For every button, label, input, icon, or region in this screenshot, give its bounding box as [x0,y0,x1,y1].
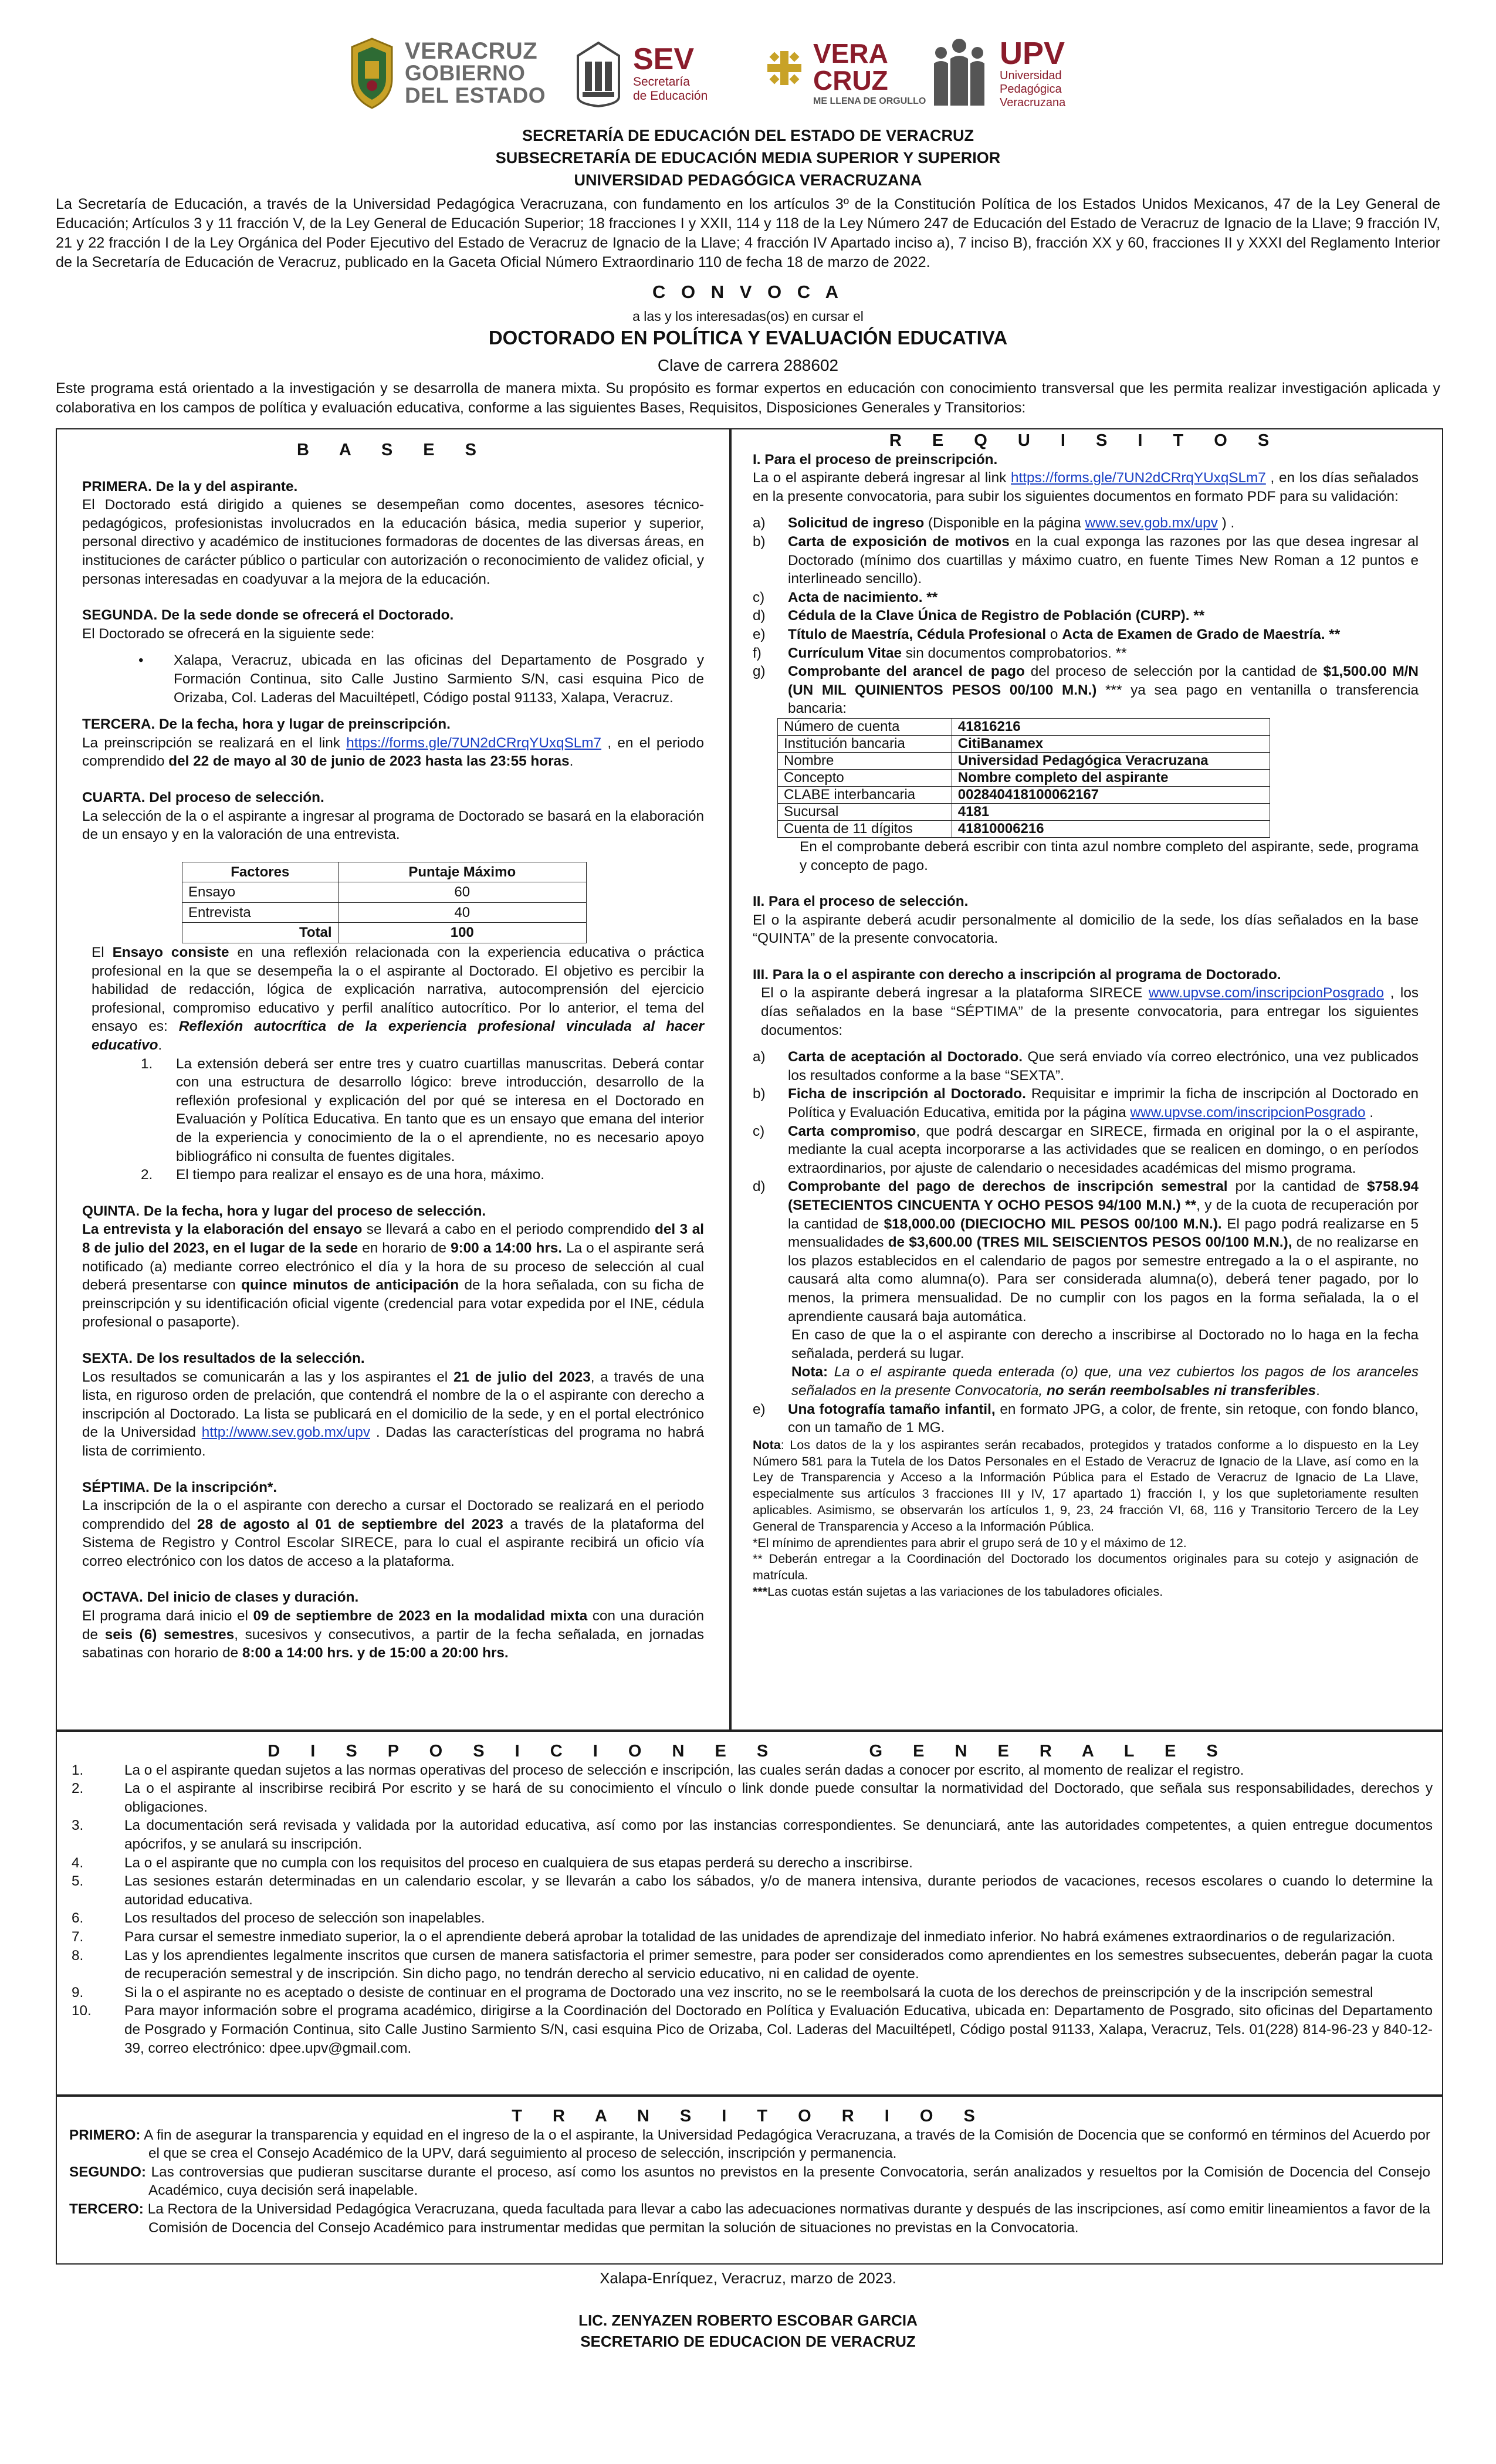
transitorios-section [69,2107,1430,2237]
ficha-link[interactable]: www.upvse.com/inscripcionPosgrado [1130,1105,1366,1121]
place-date: Xalapa-Enríquez, Veracruz, marzo de 2023. [600,2269,896,2287]
ensayo-description: El Ensayo consiste en una reflexión relacionada con la experiencia educativa o práctica profesional en la que se desempeña la o el aspirante al Doctorado. El objetivo es percibir la habilidad de redacción, lógica de explicación narrativa, autocomprensión del ejercicio profesional, compromiso educativo y perfil analítico autocrítico. Por lo anterior, el tema del ensayo es: Reflexión autocrítica de la experiencia profesional vinculada al hacer educativo. [92,945,704,1054]
logo-sev-sub1: Secretaría [633,75,690,89]
list-item: 1. La o el aspirante quedan sujetos a las normas operativas del proceso de selección e inscripción, las cuales serán dadas a conocer por escrito, al momento de realizar el registro. [72,1762,1244,1778]
group-size-note: *El mínimo de aprendientes para abrir el grupo será de 10 y el máximo de 12. [753,1535,1187,1550]
list-item: b) Carta de exposición de motivos en la cual exponga las razones por las que desea ingresar al Doctorado (mínimo dos cuartillas y máximo cuatro, en fuente Times New Roman a 12 puntos e interlineado sencillo). [753,533,1419,587]
ensayo-list [141,1055,704,1184]
sede-bullet [138,651,704,707]
logo-upv-name: UPV [1000,35,1065,71]
veracruz-shield-icon [347,35,397,111]
logo-veracruz-line2: GOBIERNO [405,61,526,85]
no-refund-note: Nota: La o el aspirante queda enterada (o) que, una vez cubiertos los pagos de los aranceles señalados en la presente Convocatoria, no serán reembolsables ni transferibles. [791,1364,1419,1399]
bases-title: B A S E S [297,441,489,459]
logo-vera-cruz [764,29,926,117]
req-s3-text: El o la aspirante deberá ingresar a la plataforma SIRECE www.upvse.com/inscripcionPosgrado , los días señalados en la base “SÉPTIMA” de la presente convocatoria, para entregar los siguientes documentos: [761,985,1419,1038]
signer-position: SECRETARIO DE EDUCACION DE VERACRUZ [580,2333,916,2350]
bases-column [82,441,704,1663]
list-item: 2. La o el aspirante al inscribirse recibirá Por escrito y se hará de su conocimiento el vínculo o link donde puede consultar la normatividad del Doctorado, que señala sus responsabilidades, derechos y obligaciones. [72,1781,1433,1815]
solicitud-link[interactable]: www.sev.gob.mx/upv [1085,515,1218,532]
logo-cruz: CRUZ [813,65,888,96]
list-item: 5. Las sesiones estarán determinadas en un calendario escolar, y se llevarán a cabo los sábados, y/o de manera intensiva, durante periodos de vacaciones, recesos escolares o cuando lo determine la autoridad educativa. [72,1873,1433,1908]
requisitos-column [753,432,1419,1600]
base-primera-title: PRIMERA. De la y del aspirante. [82,478,298,495]
list-item: 2. El tiempo para realizar el ensayo es de una hora, máximo. [141,1167,544,1183]
base-quinta-text: La entrevista y la elaboración del ensayo se llevará a cabo en el periodo comprendido del 3 al 8 de julio del 2023, en el lugar de la sede en horario de 9:00 a 14:00 hrs. La o el aspirante será notificado (a) mediante correo electrónico el día y la hora de su proceso de selección al cual deberá presentarse con quince minutos de anticipación de la hora señalada, con su ficha de preinscripción y su identificación oficial vigente (credencial para votar expedida por el INE, cédula profesional o pasaporte). [82,1221,704,1331]
table-row: Número de cuenta 41816216 [778,718,1270,735]
tabulator-note: ***Las cuotas están sujetas a las variaciones de los tabuladores oficiales. [753,1584,1163,1599]
transitorio-tercero: TERCERO: La Rectora de la Universidad Pedagógica Veracruzana, queda facultada para llevar a cabo las adecuaciones normativas durante y después de las inscripciones, así como emitir lineamientos a favor de la Comisión de Docencia del Consejo Académico para instrumentar medidas que permitan la solución de situaciones no previstas en la Convocatoria. [69,2201,1430,2236]
table-total-row: Total 100 [182,923,587,943]
list-item: e) Título de Maestría, Cédula Profesional o Acta de Examen de Grado de Maestría. ** [753,626,1341,642]
base-octava-title: OCTAVA. Del inicio de clases y duración. [82,1589,359,1606]
list-item: g) Comprobante del arancel de pago del proceso de selección por la cantidad de $1,500.00 M/N (UN MIL QUINIENTOS PESOS 00/100 M.N.) *** ya sea pago en ventanilla o transferencia bancaria: [753,664,1419,717]
inscripcion-deadline-note: En caso de que la o el aspirante con derecho a inscribirse al Doctorado no lo haga en la fecha señalada, perderá su lugar. [791,1327,1419,1362]
transitorios-title: T R A N S I T O R I O S [512,2107,988,2125]
base-quinta-title: QUINTA. De la fecha, hora y lugar del proceso de selección. [82,1203,486,1219]
convoca-title: C O N V O C A [652,282,844,302]
table-row: Concepto Nombre completo del aspirante [778,769,1270,786]
list-item: d) Cédula de la Clave Única de Registro de Población (CURP). ** [753,608,1205,624]
disposiciones-section [66,1742,1433,2057]
list-item: 10. Para mayor información sobre el programa académico, dirigirse a la Coordinación del Doctorado en Política y Evaluación Educativa, ubicada en: Departamento de Posgrado, sito oficinas del Departamento de Posgrado y Formación Continua, sito Calle Justino Sarmiento S/N, casi esquina Pico de Orizaba, Col. Laderas del Macuiltépetl, Código postal 91133, Xalapa, Veracruz, Tels. 01(228) 814-96-23 y 840-12-39, correo electrónico: dpee.upv@gmail.com. [72,2003,1433,2056]
list-item: 3. La documentación será revisada y validada por la autoridad educativa, así como por las instancias correspondientes. Se denunciará, ante las autoridades competentes, a quien entregue documentos apócrifos, y se anulará su inscripción. [72,1817,1433,1852]
institution-header [0,124,1496,191]
header-line1: SECRETARÍA DE EDUCACIÓN DEL ESTADO DE VERACRUZ [522,127,974,144]
base-septima-text: La inscripción de la o el aspirante con derecho a cursar el Doctorado se realizará en el periodo comprendido del 28 de agosto al 01 de septiembre del 2023 a través de la plataforma del Sistema de Registro y Control Escolar SIRECE, para lo cual el aspirante recibirá un oficio vía correo electrónico con los datos de acceso a la plataforma. [82,1498,704,1569]
table-row: Institución bancaria CitiBanamex [778,735,1270,752]
disposiciones-title: D I S P O S I C I O N E S G E N E R A L E S [268,1742,1231,1761]
upv-portal-link[interactable]: http://www.sev.gob.mx/upv [201,1424,370,1441]
list-item: c) Acta de nacimiento. ** [753,589,938,605]
list-item: 4. La o el aspirante que no cumpla con los requisitos del proceso en cualquiera de sus etapas perderá su derecho a inscribirse. [72,1854,913,1871]
transitorio-segundo: SEGUNDO: Las controversias que pudieran suscitarse durante el proceso, así como los asuntos no previstos en la presente Convocatoria, serán analizados y resueltos por la Comisión de Docencia del Consejo Académico, cuya decisión será inapelable. [69,2164,1430,2199]
base-tercera-text: La preinscripción se realizará en el link https://forms.gle/7UN2dCRrqYUxqSLm7 , en el periodo comprendido del 22 de mayo al 30 de junio de 2023 hasta las 23:55 horas. [82,735,704,770]
sev-building-icon [572,38,625,109]
bank-table [777,718,1270,838]
logo-upv-sub3: Veracruzana [1000,96,1066,109]
logo-upv-sub2: Pedagógica [1000,82,1062,96]
header-line2: SUBSECRETARÍA DE EDUCACIÓN MEDIA SUPERIOR Y SUPERIOR [495,149,1001,167]
list-item: a) Solicitud de ingreso (Disponible en la página www.sev.gob.mx/upv ) . [753,515,1235,532]
table-row: Cuenta de 11 dígitos 41810006216 [778,820,1270,837]
signer-name: LIC. ZENYAZEN ROBERTO ESCOBAR GARCIA [578,2311,918,2329]
req-s1-title: I. Para el proceso de preinscripción. [753,451,998,468]
list-item: d) Comprobante del pago de derechos de inscripción semestral por la cantidad de $758.94 (SETECIENTOS CINCUENTA Y OCHO PESOS 94/100 M.N.) **, y de la cuota de recuperación por la cantidad de $18,000.00 (DIECIOCHO MIL PESOS 00/100 M.N.). El pago podrá realizarse en 5 mensualidades de $3,600.00 (TRES MIL SEISCIENTOS PESOS 00/100 M.N.), de no realizarse en los plazos establecidos en el calendario de pagos por semestre entregado a la o el aspirante, no causará alta como alumna(o). Para ser considerada alumna(o), deberá tener pagado, por lo menos, la primera mensualidad. De no cumplir con los pagos en la forma señalada, la o el aprendiente causará baja automática. [753,1179,1419,1325]
logo-veracruz-line3: DEL ESTADO [405,83,546,107]
list-item: 7. Para cursar el semestre inmediato superior, la o el aprendiente deberá aprobar la totalidad de las unidades de aprendizaje del inmediato inferior. No habrá exámenes extraordinarios o de regularización. [72,1928,1396,1945]
vera-cruz-star-icon [764,38,805,109]
program-purpose: Este programa está orientado a la investigación y se desarrolla de manera mixta. Su propósito es formar expertos en educación con conocimiento transversal que les permita realizar investigación aplicada y colaborativa en los campos de política y evaluación educativa, conforme a las siguientes Bases, Requisitos, Disposiciones Generales y Transitorios: [56,380,1440,416]
logo-bar [0,29,1496,117]
base-septima-title: SÉPTIMA. De la inscripción*. [82,1479,277,1495]
table-row: Nombre Universidad Pedagógica Veracruzana [778,752,1270,769]
preinscripcion-dates: del 22 de mayo al 30 de junio de 2023 hasta las 23:55 horas [168,753,570,770]
base-cuarta-title: CUARTA. Del proceso de selección. [82,789,324,805]
audience-line: a las y los interesadas(os) en cursar el [632,309,864,324]
list-item: 1. La extensión deberá ser entre tres y cuatro cuartillas manuscritas. Deberá contar con una estructura de desarrollo lógico: breve introducción, desarrollo de la reflexión profesional y explicación del por qué se interesa en el Doctorado en Evaluación y Política Educativa. En tanto que es un ensayo que emana del interior de la experiencia y conocimiento de la o el aprendiente, no es necesario apoyo bibliográfico ni consulta de fuentes digitales. [141,1055,704,1165]
list-item: a) Carta de aceptación al Doctorado. Que será enviado vía correo electrónico, una vez publicados los resultados conforme a la base “SEXTA”. [753,1049,1419,1084]
logo-upv [927,29,1065,117]
list-item: c) Carta compromiso, que podrá descargar en SIRECE, firmada en original por la o el aspirante, mediante la cual acepta incorporarse a las actividades que se realicen en domingo, o en períodos extraordinarios, por ajuste de calendario o necesidades académicas del mismo programa. [753,1123,1419,1176]
logo-sev-sub2: de Educación [633,89,708,103]
bullet-icon: • [138,652,144,669]
table-header: Factores [182,862,339,882]
program-title: DOCTORADO EN POLÍTICA Y EVALUACIÓN EDUCATIVA [488,327,1008,348]
privacy-note: Nota: Los datos de la y los aspirantes serán recabados, protegidos y tratados conforme a lo dispuesto en la Ley Número 581 para la Tutela de los Datos Personales en el Estado de Veracruz de Ignacio de la Llave, así como en la Ley de Transparencia y Acceso a la Información Pública para el Estado de Veracruz de Ignacio de La Llave, especialmente sus artículos 3 fracciones III y IV, 17 apartado 1) fracción I, y los que supletoriamente resulten aplicables. Asimismo, se observarán los artículos 1, 9, 23, 24 fracción VI, 68, 116 y Transitorio Tercero de la Ley General de Transparencia y Acceso a la Información Pública. [753,1437,1419,1534]
logo-vera-cruz-tag: ME LLENA DE ORGULLO [813,96,926,106]
table-row: Ensayo 60 [182,882,587,903]
base-segunda-text: El Doctorado se ofrecerá en la siguiente sede: [82,625,375,642]
logo-upv-sub1: Universidad [1000,69,1062,82]
legal-intro: La Secretaría de Educación, a través de la Universidad Pedagógica Veracruzana, con fundamento en los artículos 3º de la Constitución Política de los Estados Unidos Mexicanos, 47 de la Ley General de Educación; Artículos 3 y 11 fracción V, de la Ley General de Educación Superior; 18 fracciones I y XXII, 114 y 118 de la Ley Número 247 de Educación del Estado de Veracruz de Ignacio de la Llave; 9 fracción IV, 21 y 22 fracción I de la Ley Orgánica del Poder Ejecutivo del Estado de Veracruz de Ignacio de la Llave; 4 fracción IV Apartado inciso a), 7 inciso B), fracción XX y 60, fracciones II y XXXI del Reglamento Interior de la Secretaría de Educación de Veracruz, publicado en la Gaceta Oficial Número Extraordinario 110 de fecha 18 de marzo de 2022. [56,196,1440,270]
logo-vera: VERA [813,38,888,69]
list-item: 6. Los resultados del proceso de selección son inapelables. [72,1910,485,1927]
requisitos-title: R E Q U I S I T O S [889,431,1282,450]
list-item: f) Currículum Vitae sin documentos comprobatorios. ** [753,645,1127,661]
table-row: CLABE interbancaria 002840418100062167 [778,786,1270,803]
base-segunda-title: SEGUNDA. De la sede donde se ofrecerá el Doctorado. [82,607,454,624]
base-primera-text: El Doctorado está dirigido a quienes se desempeñan como docentes, asesores técnico-pedagógicos, profesionistas involucrados en la educación básica, media superior y superior, personal directivo y académico de instituciones formadoras de docentes de las diversas áreas, en instituciones de carácter público o particular con autorización o reconocimiento de validez oficial, y personas interesadas en coadyuvar a la mejora de la educación. [82,497,704,587]
req-s3-title: III. Para la o el aspirante con derecho a inscripción al programa de Doctorado. [753,966,1281,983]
base-sexta-text: Los resultados se comunicarán a las y los aspirantes el 21 de julio del 2023, a través de una lista, en riguroso orden de prelación, que contendrá el nombre de la o el aspirante con derecho a inscripción al Doctorado. La lista se publicará en el domicilio de la sede, y en el portal electrónico de la Universidad http://www.sev.gob.mx/upv . Dadas las características del programa no habrá lista de corrimiento. [82,1369,704,1459]
logo-veracruz-line1: VERACRUZ [405,38,538,64]
base-tercera-title: TERCERA. De la fecha, hora y lugar de preinscripción. [82,716,451,733]
req-s2-text: El o la aspirante deberá acudir personalmente al domicilio de la sede, los días señalados en la base “QUINTA” de la presente convocatoria. [753,912,1419,947]
transitorio-primero: PRIMERO: A fin de asegurar la transparencia y equidad en el ingreso de la o el aspirante, la Universidad Pedagógica Veracruzana, a través de la Comisión de Docencia que se conformó en términos del Acuerdo por el que se crea el Consejo Académico de la UPV, dará seguimiento al proceso de selección, inscripción y permanencia. [69,2127,1430,2162]
table-header: Puntaje Máximo [338,862,587,882]
list-item: 9. Si la o el aspirante no es aceptado o desiste de continuar en el programa de Doctorado una vez inscrito, no se le reembolsará la cuota de los derechos de preinscripción y de la inscripción semestral [72,1984,1373,2001]
ensayo-topic: Reflexión autocrítica de la experiencia profesional vinculada al hacer educativo [92,1018,704,1054]
req-s1-text: La o el aspirante deberá ingresar al link https://forms.gle/7UN2dCRrqYUxqSLm7 , en los días señalados en la presente convocatoria, para subir los siguientes documentos en formato PDF para su validación: [753,470,1419,505]
header-line3: UNIVERSIDAD PEDAGÓGICA VERACRUZANA [574,171,922,189]
preinscripcion-link[interactable]: https://forms.gle/7UN2dCRrqYUxqSLm7 [346,735,602,751]
base-sexta-title: SEXTA. De los resultados de la selección. [82,1350,365,1366]
puntaje-table [182,862,587,943]
base-cuarta-text: La selección de la o el aspirante a ingresar al programa de Doctorado se basará en la elaboración de un ensayo y en la valoración de una entrevista. [82,808,704,843]
logo-veracruz-gobierno [347,29,546,117]
base-octava-text: El programa dará inicio el 09 de septiembre de 2023 en la modalidad mixta con una duración de seis (6) semestres, sucesivos y consecutivos, a partir de la fecha señalada, en jornadas sabatinas con horario de 8:00 a 14:00 hrs. y de 15:00 a 20:00 hrs. [82,1608,704,1661]
upv-people-icon [927,35,991,111]
req-s2-title: II. Para el proceso de selección. [753,893,969,910]
sirece-link[interactable]: www.upvse.com/inscripcionPosgrado [1148,985,1384,1001]
table-row: Sucursal 4181 [778,803,1270,820]
list-item: b) Ficha de inscripción al Doctorado. Requisitar e imprimir la ficha de inscripción al Doctorado en Política y Evaluación Educativa, emitida por la página www.upvse.com/inscripcionPosgrado . [753,1086,1419,1121]
list-item: 8. Las y los aprendientes legalmente inscritos que cursen de manera satisfactoria el primer semestre, para poder ser considerados como aprendientes en los semestres subsecuentes, deberán pagar la cuota de recuperación semestral y de inscripción. Sin dicho pago, no tendrán derecho al servicio educativo, ni en calidad de oyente. [72,1947,1433,1982]
logo-sev-name: SEV [633,42,695,76]
table-row: Entrevista 40 [182,902,587,923]
preinscripcion-form-link[interactable]: https://forms.gle/7UN2dCRrqYUxqSLm7 [1011,470,1266,486]
program-code: Clave de carrera 288602 [657,356,839,374]
comprobante-note: En el comprobante deberá escribir con tinta azul nombre completo del aspirante, sede, programa y concepto de pago. [800,838,1419,874]
logo-sev [572,29,708,117]
originals-note: ** Deberán entregar a la Coordinación del Doctorado los documentos originales para su cotejo y asignación de matrícula. [753,1552,1419,1583]
list-item: e) Una fotografía tamaño infantil, en formato JPG, a color, de frente, sin retoque, con fondo blanco, con un tamaño de 1 MG. [753,1401,1419,1436]
sede-address: Xalapa, Veracruz, ubicada en las oficinas del Departamento de Posgrado y Formación Continua, sito Calle Justino Sarmiento S/N, casi esquina Pico de Orizaba, Col. Laderas del Macuiltépetl, Código postal 91133, Xalapa, Veracruz. [174,652,704,706]
